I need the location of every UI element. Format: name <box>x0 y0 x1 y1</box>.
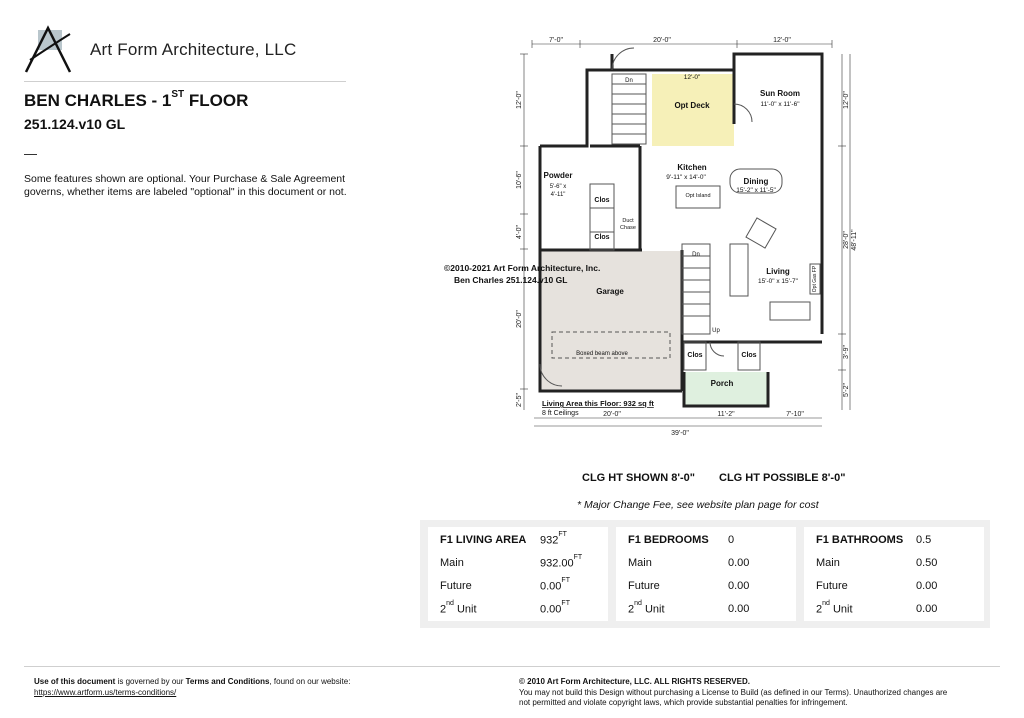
room-sun-room: Sun Room <box>760 89 800 98</box>
stats-row: Future 0.00 <box>816 580 938 592</box>
room-sun-room-dim: 11'-0" x 11'-6" <box>760 101 800 108</box>
room-dining: Dining <box>743 177 769 186</box>
header-divider <box>24 81 346 82</box>
dim-bot-3: 7'-10" <box>786 411 804 418</box>
stats-card-bathrooms <box>804 527 984 621</box>
footer-copyright: © 2010 Art Form Architecture, LLC. ALL RIGHTS RESERVED. You may not build this Design without purchasing a License to Build (as defined in our Terms). Unauthorized changes are not permitted and violate copyright laws, which provide substantial penalties for infringement. <box>519 677 948 707</box>
dim-bot-2: 11'-2" <box>717 411 735 418</box>
room-powder-dim2: 4'-11" <box>550 192 566 198</box>
dim-right-2: 28'-0" <box>843 231 850 249</box>
room-living: Living <box>766 267 790 276</box>
fee-note: * Major Change Fee, see website plan page for cost <box>577 499 819 511</box>
stair-up: Up <box>712 328 720 334</box>
room-duct: Duct <box>622 218 634 224</box>
dim-top-3: 12'-0" <box>773 37 791 44</box>
page-title: BEN CHARLES - 1ST FLOOR <box>24 89 249 110</box>
room-clos-4: Clos <box>741 352 757 359</box>
opt-gas-fp: Opt Gas FP <box>812 265 818 293</box>
dash: — <box>24 146 37 161</box>
stats-card-living-area <box>428 527 608 621</box>
room-clos-3: Clos <box>687 352 703 359</box>
dim-right-1: 12'-0" <box>843 91 850 109</box>
room-clos-1: Clos <box>594 197 610 204</box>
stats-row: 2nd Unit 0.00 <box>816 599 938 616</box>
firm-name: Art Form Architecture, LLC <box>90 40 297 59</box>
room-opt-deck-dim: 12'-0" <box>683 74 701 81</box>
stats-row: Future 0.00 <box>628 580 750 592</box>
stats-head: F1 BEDROOMS 0 <box>628 534 735 546</box>
room-kitchen-dim: 9'-11" x 14'-0" <box>666 174 706 181</box>
dim-left-1: 12'-0" <box>516 91 523 109</box>
dim-right-4: 5'-2" <box>843 383 850 397</box>
clg-ht-possible: CLG HT POSSIBLE 8'-0" <box>719 472 846 484</box>
footer-terms: Use of this document is governed by our Terms and Conditions, found on our website: https://www.artform.us/terms-conditions/ <box>34 677 351 697</box>
garage-beam-note: Boxed beam above <box>576 351 628 357</box>
room-opt-deck: Opt Deck <box>674 101 710 110</box>
stats-head: F1 LIVING AREA $932^{FT}$ <box>440 530 567 547</box>
ceilings-label: 8 ft Ceilings <box>542 410 579 417</box>
porch-area <box>684 372 768 406</box>
plan-code: 251.124.v10 GL <box>24 116 126 132</box>
dim-bot-1: 20'-0" <box>603 411 621 418</box>
living-area-label: Living Area this Floor: 932 sq ft <box>542 399 654 408</box>
room-kitchen: Kitchen <box>677 163 707 172</box>
floor-plan <box>444 34 858 438</box>
room-powder-dim1: 5'-6" x <box>549 184 567 190</box>
dim-left-5: 2'-5" <box>516 393 523 407</box>
dim-left-3: 4'-0" <box>516 225 523 239</box>
stats-row: Main $932.00^{FT}$ <box>440 553 583 570</box>
logo-icon <box>24 26 72 74</box>
plan-copyright-1: ©2010-2021 Art Form Architecture, Inc. <box>444 263 601 273</box>
stats-row: Future $0.00^{FT}$ <box>440 576 570 593</box>
plan-copyright-2: Ben Charles 251.124.v10 GL <box>454 275 568 285</box>
room-dining-dim: 15'-2" x 11'-5" <box>736 187 776 194</box>
dim-right-total: 48'-11" <box>851 229 858 251</box>
room-porch: Porch <box>710 379 734 388</box>
dim-right-3: 3'-9" <box>843 345 850 359</box>
dim-bot-total: 39'-0" <box>671 430 689 437</box>
room-clos-2: Clos <box>594 234 610 241</box>
stats-row: Main 0.50 <box>816 557 938 569</box>
stats-row: 2nd Unit 0.00 <box>628 599 750 616</box>
dim-top-1: 7'-0" <box>549 37 563 44</box>
terms-link[interactable]: https://www.artform.us/terms-conditions/ <box>34 687 177 697</box>
room-living-dim: 15'-0" x 15'-7" <box>758 278 798 285</box>
optional-features-note: Some features shown are optional. Your Purchase & Sale Agreement governs, whether items are labeled "optional" in this document or not. <box>24 173 347 198</box>
dim-left-2: 10'-6" <box>516 171 523 189</box>
room-powder: Powder <box>543 171 573 180</box>
dim-left-4: 20'-0" <box>516 310 523 328</box>
room-chase: Chase <box>620 225 636 231</box>
stats-card-bedrooms <box>616 527 796 621</box>
stair-dn-1: Dn <box>625 78 633 84</box>
stats-row: 2nd Unit $0.00^{FT}$ <box>440 599 570 616</box>
opt-deck-area <box>652 74 734 146</box>
stats-row: Main 0.00 <box>628 557 750 569</box>
stats-head: F1 BATHROOMS 0.5 <box>816 534 932 546</box>
stats-panel <box>420 520 990 628</box>
footer-divider <box>24 666 1000 667</box>
dim-top-2: 20'-0" <box>653 37 671 44</box>
stair-dn-2: Dn <box>692 252 700 258</box>
room-garage: Garage <box>596 287 624 296</box>
clg-ht-shown: CLG HT SHOWN 8'-0" <box>582 472 695 484</box>
room-opt-island: Opt Island <box>685 193 711 199</box>
